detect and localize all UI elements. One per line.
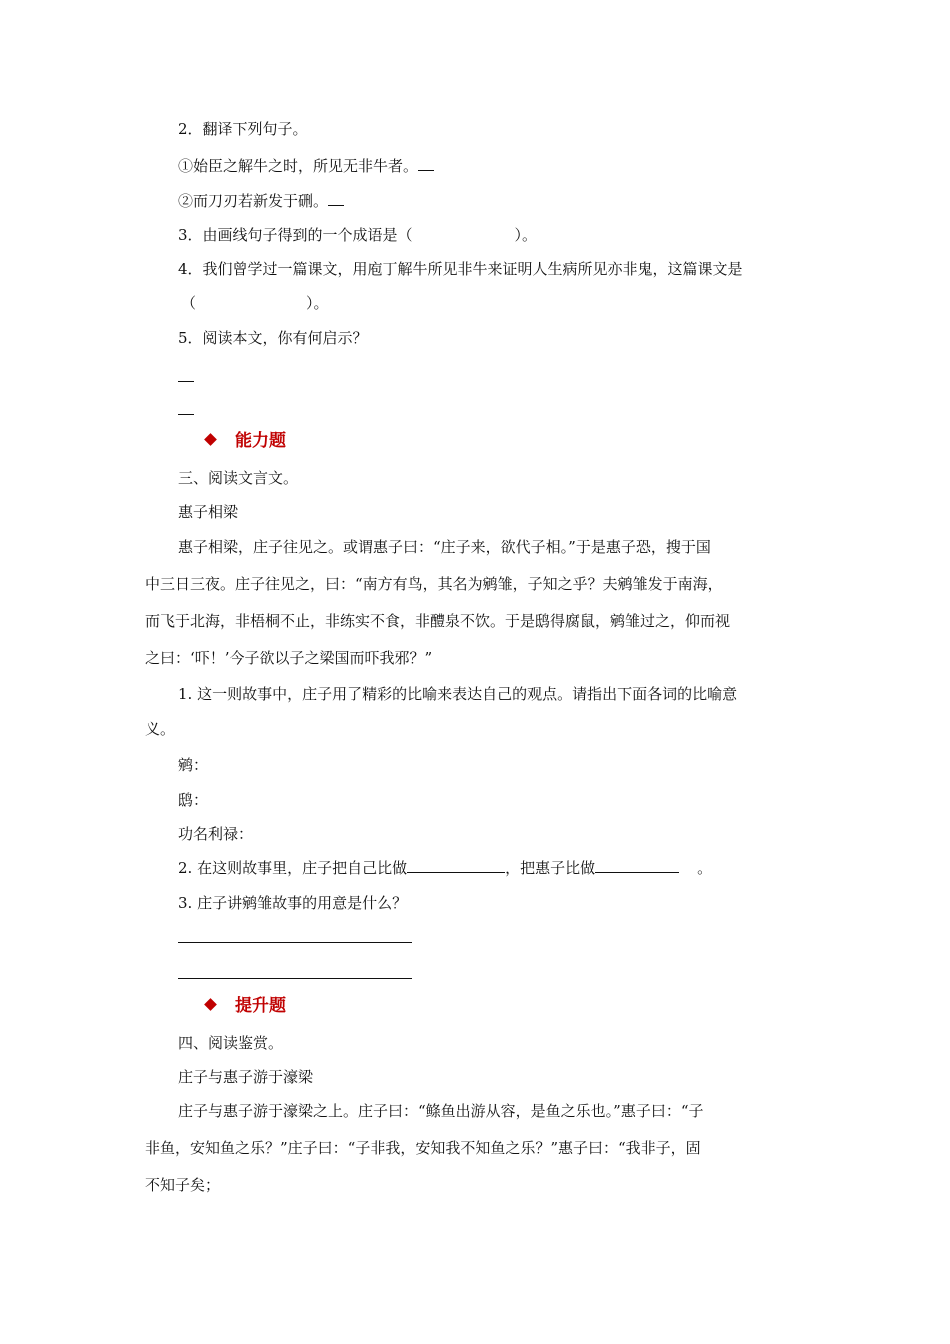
question-3-close: ）。 [514, 226, 538, 244]
question-2-sentence-1 [178, 156, 434, 176]
part-3-title: 三、阅读文言文。 [178, 469, 299, 487]
question-3-text: 3．由画线句子得到的一个成语是（ [178, 226, 413, 244]
question-4-open: （ [181, 294, 197, 312]
passage-title: 庄子与惠子游于濠梁 [178, 1068, 314, 1086]
question-2-end: 。 [697, 859, 713, 877]
sentence-2-text: ②而刀刃若新发于硎。 [178, 192, 329, 210]
passage-line: 非鱼，安知鱼之乐？”庄子曰：“子非我，安知我不知鱼之乐？”惠子曰：“我非子，固 [145, 1139, 701, 1157]
diamond-icon [204, 433, 217, 446]
passage-line: 中三日三夜。庄子往见之，曰：“南方有鸟，其名为鹓雏，子知之乎？夫鹓雏发于南海， [145, 575, 723, 593]
answer-blank[interactable] [407, 858, 505, 873]
advanced-heading [206, 995, 286, 1017]
part-4-title: 四、阅读鉴赏。 [178, 1034, 284, 1052]
question-2-sentence-2 [178, 191, 344, 211]
question-5: 5．阅读本文，你有何启示？ [178, 329, 368, 347]
question-2: 2．翻译下列句子。 [178, 120, 308, 138]
passage-line: 而飞于北海，非梧桐不止，非练实不食，非醴泉不饮。于是鸱得腐鼠，鹓雏过之，仰而视 [145, 612, 731, 630]
question-4-line-2 [181, 293, 329, 313]
passage-title: 惠子相梁 [178, 503, 239, 521]
question-3 [178, 225, 537, 245]
answer-line[interactable] [178, 414, 194, 415]
answer-blank[interactable] [595, 858, 679, 873]
ability-heading-text: 能力题 [235, 431, 286, 451]
question-3: 3. 庄子讲鹓雏故事的用意是什么？ [178, 894, 408, 912]
term-1: 鹓： [178, 756, 209, 774]
question-4-line-1: 4．我们曾学过一篇课文，用庖丁解牛所见非牛来证明人生病所见亦非鬼，这篇课文是 [178, 260, 743, 278]
question-2-text: 2. 在这则故事里，庄子把自己比做 [178, 859, 408, 877]
diamond-icon [204, 998, 217, 1011]
question-1-line-1: 1. 这一则故事中，庄子用了精彩的比喻来表达自己的观点。请指出下面各词的比喻意 [178, 685, 738, 703]
passage-line: 惠子相梁，庄子往见之。或谓惠子曰：“庄子来，欲代子相。”于是惠子恐，搜于国 [178, 538, 711, 556]
answer-line[interactable] [178, 381, 194, 382]
question-2-compare [178, 858, 712, 878]
term-3: 功名利禄： [178, 825, 254, 843]
term-2: 鸱： [178, 791, 209, 809]
answer-blank[interactable] [418, 156, 434, 171]
question-4-close: ）。 [306, 294, 329, 312]
passage-line: 庄子与惠子游于濠梁之上。庄子曰：“鲦鱼出游从容，是鱼之乐也。”惠子曰：“子 [178, 1102, 704, 1120]
advanced-heading-text: 提升题 [235, 996, 286, 1016]
sentence-1-text: ①始臣之解牛之时，所见无非牛者。 [178, 157, 419, 175]
ability-heading [206, 430, 286, 452]
question-2-mid: ，把惠子比做 [505, 859, 596, 877]
answer-line[interactable] [178, 978, 412, 979]
question-1-line-2: 义。 [145, 720, 176, 738]
passage-line: 不知子矣； [145, 1176, 221, 1194]
passage-line: 之曰：‘吓！’今子欲以子之梁国而吓我邪？” [145, 649, 433, 667]
answer-line[interactable] [178, 942, 412, 943]
answer-blank[interactable] [328, 191, 344, 206]
